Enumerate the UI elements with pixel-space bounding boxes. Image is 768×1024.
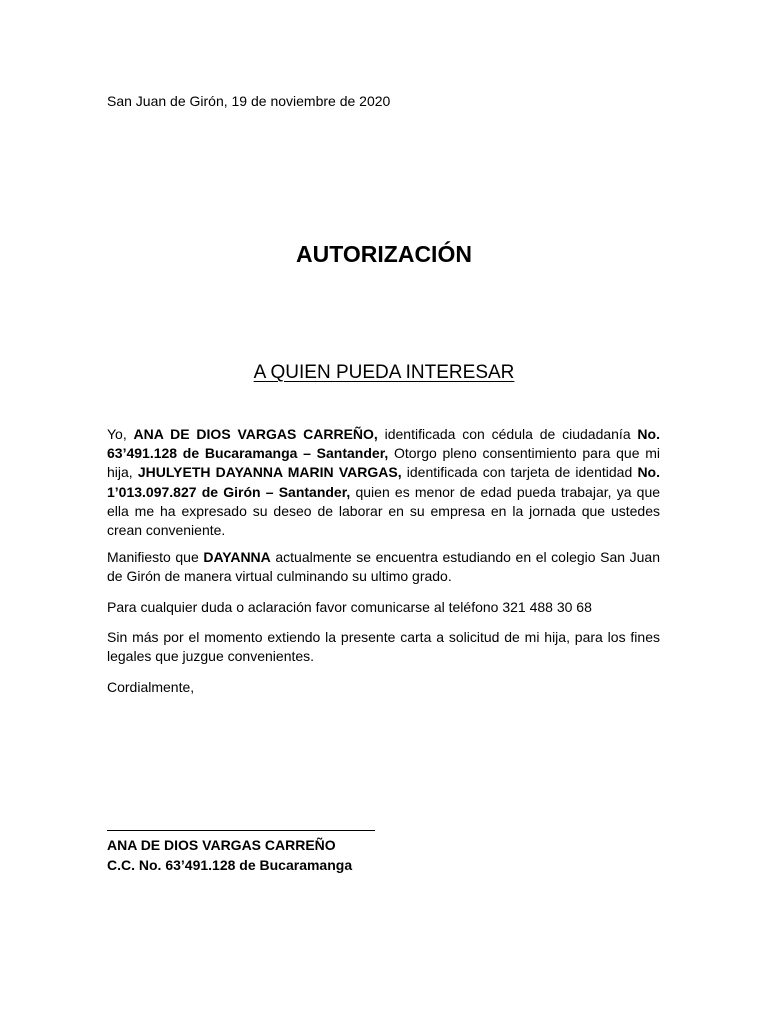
text-segment: quien es menor de edad pueda trabajar, ya que ella me ha expresado su deseo de laborar en su empresa en la jornada que ustedes crean conveniente. <box>107 483 661 539</box>
daughter-name: JHULYETH DAYANNA MARIN VARGAS, <box>137 464 402 481</box>
paragraph-authorization <box>107 425 660 540</box>
text-segment: identificada con cédula de ciudadanía <box>377 426 638 442</box>
mother-id-number: No. 63’491.128 de Bucaramanga – Santander, <box>107 426 660 462</box>
text-segment: actualmente se encuentra estudiando en el colegio San Juan de Girón de manera virtual culminando su ultimo grado. <box>107 549 660 585</box>
letter-body <box>107 425 660 697</box>
daughter-id-number: No. 1’013.097.827 de Girón – Santander, <box>107 464 660 500</box>
text-segment: Yo, <box>107 426 134 442</box>
closing-salutation: Cordialmente, <box>107 679 195 696</box>
document-subtitle: A QUIEN PUEDA INTERESAR <box>253 362 515 383</box>
signer-id: C.C. No. 63’491.128 de Bucaramanga <box>107 857 353 873</box>
paragraph-closing-statement: Sin más por el momento extiendo la presente carta a solicitud de mi hija, para los fines legales que juzgue convenientes. <box>107 628 660 665</box>
paragraph-contact: Para cualquier duda o aclaración favor comunicarse al teléfono 321 488 30 68 <box>107 598 592 615</box>
text-segment: Otorgo pleno consentimiento para que mi hija, <box>107 445 660 481</box>
text-segment: Manifiesto que <box>107 549 204 566</box>
daughter-first-name: DAYANNA <box>203 549 271 566</box>
mother-name: ANA DE DIOS VARGAS CARREÑO, <box>133 426 378 442</box>
signature-line <box>107 830 375 831</box>
document-title: AUTORIZACIÓN <box>296 241 472 267</box>
paragraph-study <box>107 548 660 586</box>
date-line: San Juan de Girón, 19 de noviembre de 2020 <box>107 93 391 109</box>
signer-name: ANA DE DIOS VARGAS CARREÑO <box>107 837 336 853</box>
text-segment: identificada con tarjeta de identidad <box>401 464 638 481</box>
